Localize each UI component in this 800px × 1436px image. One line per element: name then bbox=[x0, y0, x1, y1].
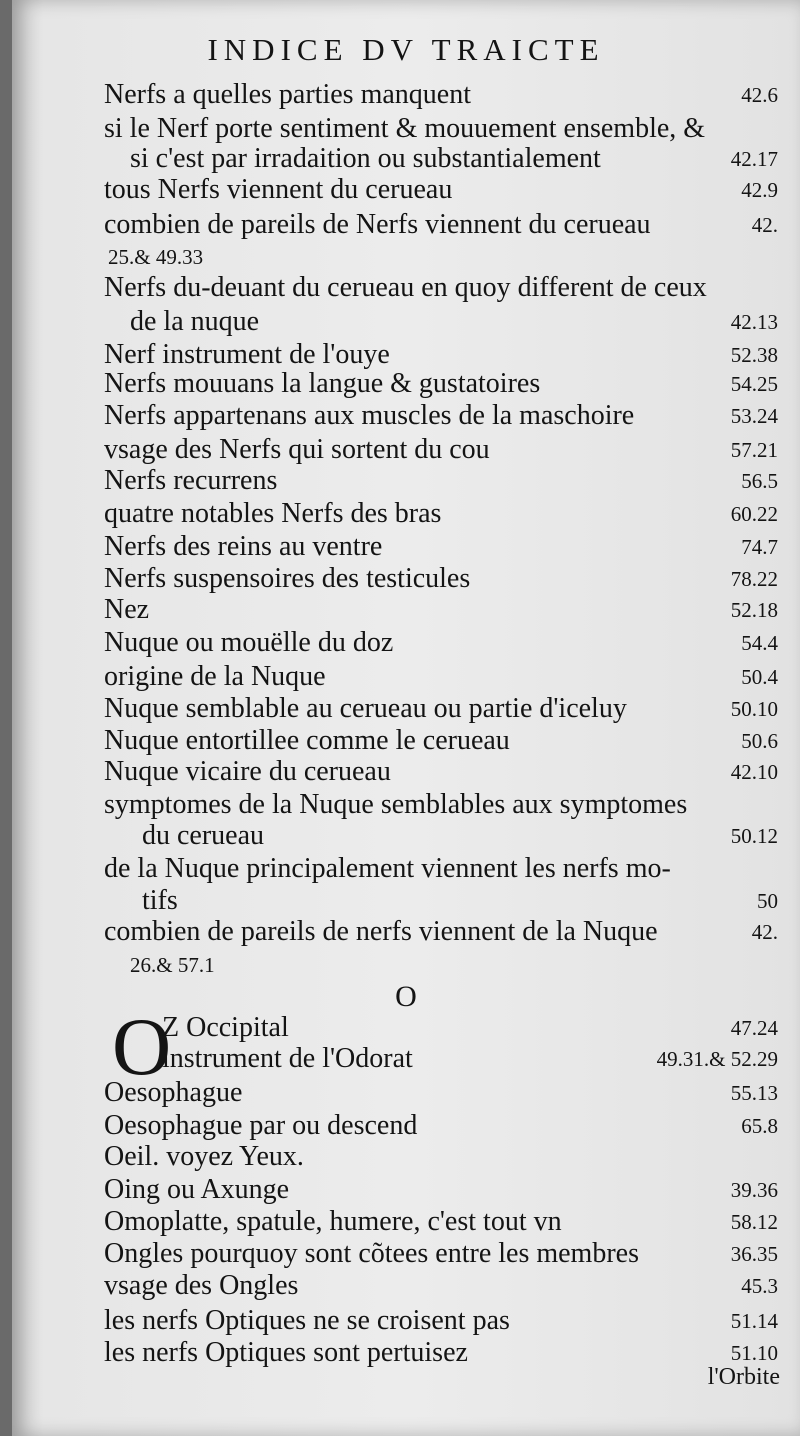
entry-page-ref: 58.12 bbox=[730, 1210, 778, 1234]
entry-page-ref: 50.10 bbox=[730, 697, 778, 721]
entry-page-ref: 51.14 bbox=[730, 1309, 778, 1333]
entry-text: Oing ou Axunge bbox=[104, 1174, 290, 1205]
running-header: INDICE DV TRAICTE bbox=[207, 32, 605, 67]
entry-text: tous Nerfs viennent du cerueau bbox=[104, 174, 453, 205]
entry-page-ref: 60.22 bbox=[730, 502, 778, 526]
entry-text: Nerfs mouuans la langue & gustatoires bbox=[104, 368, 541, 399]
entry-page-ref: 54.4 bbox=[741, 631, 778, 655]
entry-page-ref: 49.31.& 52.29 bbox=[656, 1047, 778, 1071]
entry-page-ref: 45.3 bbox=[741, 1274, 778, 1298]
entry-text: Nerfs du-deuant du cerueau en quoy different de ceux bbox=[104, 272, 707, 303]
entry-text: Nuque ou mouëlle du doz bbox=[104, 627, 394, 658]
entry-page-ref: 50.12 bbox=[730, 824, 778, 848]
entry-text: Nerfs appartenans aux muscles de la maschoire bbox=[104, 400, 635, 431]
entry-text: si le Nerf porte sentiment & mouuement ensemble, & bbox=[104, 113, 706, 144]
entry-page-ref: 47.24 bbox=[730, 1016, 778, 1040]
entry-text: Oesophague par ou descend bbox=[104, 1110, 418, 1141]
entry-page-ref: 50.6 bbox=[741, 729, 778, 753]
entry-text: Oeil. voyez Yeux. bbox=[104, 1141, 304, 1172]
entry-page-ref: 42.10 bbox=[730, 760, 778, 784]
entry-text: symptomes de la Nuque semblables aux symptomes bbox=[104, 789, 688, 820]
continued-page-refs: 26.& 57.1 bbox=[130, 953, 215, 977]
entry-text: origine de la Nuque bbox=[104, 661, 326, 692]
entry-text: les nerfs Optiques ne se croisent pas bbox=[104, 1305, 510, 1336]
entry-text: Nerfs des reins au ventre bbox=[104, 531, 383, 562]
entry-text: Nez bbox=[104, 594, 150, 625]
book-page bbox=[12, 0, 800, 1436]
entry-text: Z Occipital bbox=[162, 1012, 289, 1043]
entry-page-ref: 42.17 bbox=[730, 147, 778, 171]
entry-page-ref: 42. bbox=[751, 920, 778, 944]
entry-text: combien de pareils de Nerfs viennent du cerueau bbox=[104, 209, 651, 240]
entry-page-ref: 57.21 bbox=[730, 438, 778, 462]
entry-text: Nuque vicaire du cerueau bbox=[104, 756, 391, 787]
entry-text: quatre notables Nerfs des bras bbox=[104, 498, 442, 529]
entry-text: Nerfs recurrens bbox=[104, 465, 278, 496]
entry-text: Nuque semblable au cerueau ou partie d'iceluy bbox=[104, 693, 627, 724]
entry-page-ref: 42.6 bbox=[741, 83, 778, 107]
entry-page-ref: 52.18 bbox=[730, 598, 778, 622]
entry-text: de la Nuque principalement viennent les nerfs mo- bbox=[104, 853, 671, 884]
entry-page-ref: 56.5 bbox=[741, 469, 778, 493]
entry-text: vsage des Nerfs qui sortent du cou bbox=[104, 434, 490, 465]
entry-page-ref: 51.10 bbox=[730, 1341, 778, 1365]
catchword: l'Orbite bbox=[707, 1364, 780, 1390]
entry-text: Ongles pourquoy sont cõtees entre les membres bbox=[104, 1238, 639, 1269]
continued-page-refs: 25.& 49.33 bbox=[108, 245, 204, 269]
entry-page-ref: 39.36 bbox=[730, 1178, 778, 1202]
entry-text: du cerueau bbox=[142, 820, 265, 851]
entry-page-ref: 50.4 bbox=[741, 665, 778, 689]
entry-page-ref: 53.24 bbox=[730, 404, 778, 428]
entry-text: Oesophague bbox=[104, 1077, 243, 1108]
entry-page-ref: 50 bbox=[757, 889, 778, 913]
entry-page-ref: 55.13 bbox=[730, 1081, 778, 1105]
entry-text: instrument de l'Odorat bbox=[162, 1043, 413, 1074]
entry-text: vsage des Ongles bbox=[104, 1270, 299, 1301]
entry-page-ref: 36.35 bbox=[730, 1242, 778, 1266]
entry-text: Nerfs suspensoires des testicules bbox=[104, 563, 471, 594]
drop-cap: O bbox=[112, 1001, 172, 1092]
entry-page-ref: 42. bbox=[751, 213, 778, 237]
entry-page-ref: 42.9 bbox=[741, 178, 778, 202]
entry-text: Nerfs a quelles parties manquent bbox=[104, 79, 471, 110]
entry-text: Omoplatte, spatule, humere, c'est tout vn bbox=[104, 1206, 562, 1237]
entry-text: tifs bbox=[142, 885, 178, 916]
entry-page-ref: 54.25 bbox=[730, 372, 778, 396]
entry-page-ref: 65.8 bbox=[741, 1114, 778, 1138]
entry-page-ref: 78.22 bbox=[730, 567, 778, 591]
section-heading-o: O bbox=[395, 980, 417, 1013]
entry-text: Nuque entortillee comme le cerueau bbox=[104, 725, 510, 756]
entry-page-ref: 42.13 bbox=[730, 310, 778, 334]
entry-page-ref: 74.7 bbox=[741, 535, 778, 559]
entry-text: Nerf instrument de l'ouye bbox=[104, 339, 390, 370]
entry-text: les nerfs Optiques sont pertuisez bbox=[104, 1337, 468, 1368]
entry-text: de la nuque bbox=[130, 306, 260, 337]
entry-text: si c'est par irradaition ou substantialement bbox=[130, 143, 601, 174]
entry-page-ref: 52.38 bbox=[730, 343, 778, 367]
entry-text: combien de pareils de nerfs viennent de la Nuque bbox=[104, 916, 658, 947]
